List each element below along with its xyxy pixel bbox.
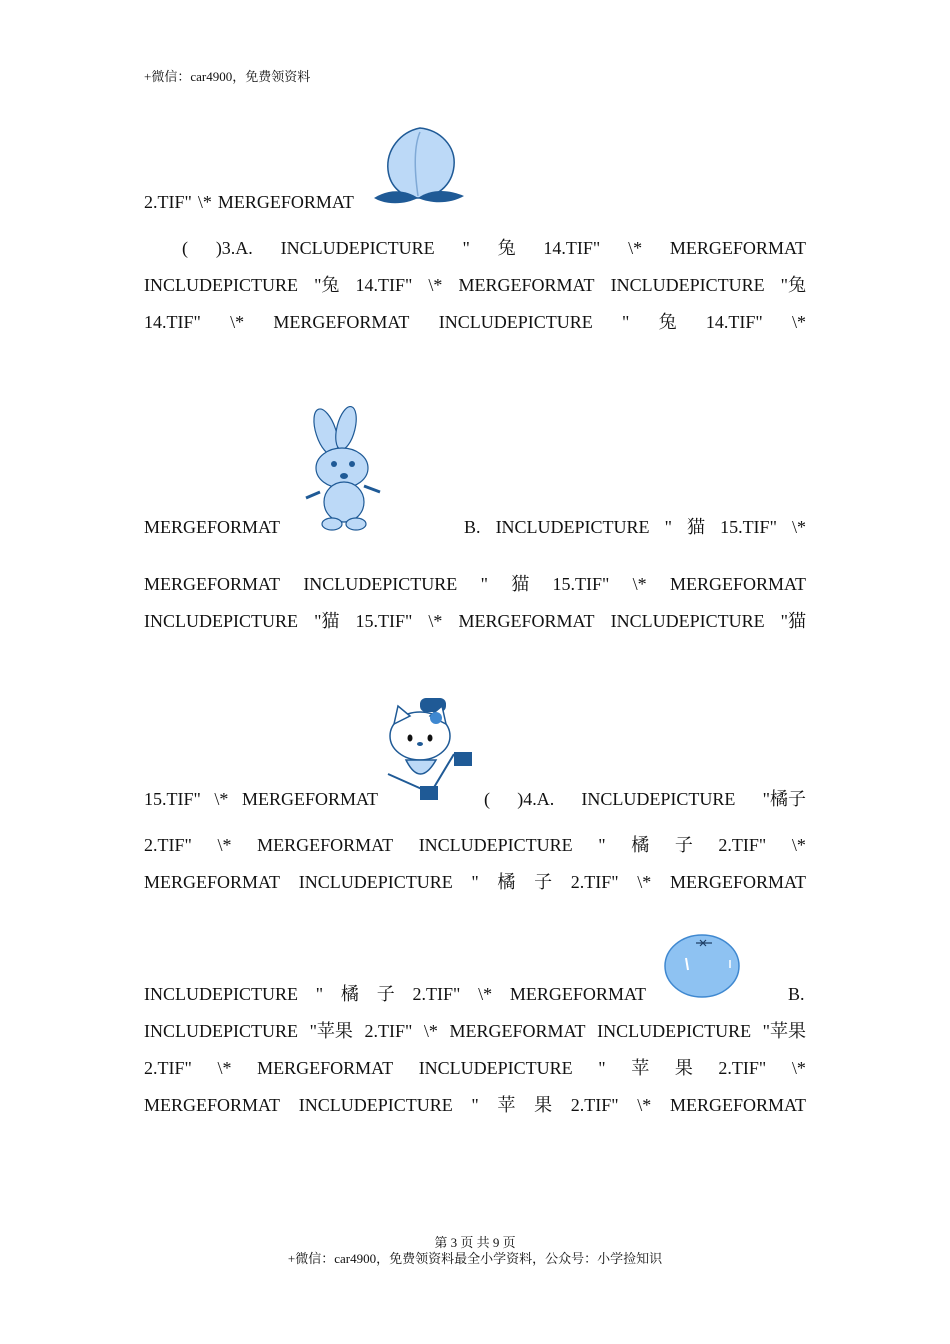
- text-token: MERGEFORMAT: [144, 872, 281, 892]
- header-note: +微信：car4900，免费领资料: [144, 69, 311, 84]
- text-token: ": [315, 984, 324, 1004]
- cat-image: [384, 694, 478, 806]
- text-line-13: [144, 1057, 806, 1079]
- text-token: MERGEFORMAT: [449, 1021, 586, 1041]
- text-token: MERGEFORMAT: [241, 789, 378, 809]
- text-token: 橘: [340, 984, 359, 1004]
- text-token: MERGEFORMAT: [257, 835, 394, 855]
- text-token: \*: [423, 1021, 438, 1041]
- text-line-6: [144, 573, 806, 595]
- text-token: 2.TIF": [718, 1058, 767, 1078]
- text-token: 2.TIF": [412, 984, 461, 1004]
- text-token: MERGEFORMAT: [257, 1058, 394, 1078]
- text-token: \*: [637, 1095, 652, 1115]
- text-token: ": [462, 238, 470, 258]
- text-token: INCLUDEPICTURE: [144, 611, 298, 631]
- text-line-7: [144, 610, 806, 632]
- text-token: ": [598, 835, 606, 855]
- text-token: \*: [628, 238, 643, 258]
- text-line-8b: [484, 788, 806, 810]
- text-token: MERGEFORMAT: [217, 192, 354, 212]
- text-token: 14.TIF": [543, 238, 601, 258]
- text-token: INCLUDEPICTURE: [495, 517, 650, 537]
- text-token: MERGEFORMAT: [509, 984, 646, 1004]
- text-token: INCLUDEPICTURE: [418, 1058, 573, 1078]
- text-token: INCLUDEPICTURE: [144, 275, 298, 295]
- text-token: ": [664, 517, 672, 537]
- text-token: MERGEFORMAT: [458, 275, 595, 295]
- text-token: 子: [674, 835, 693, 855]
- text-token: \*: [214, 789, 229, 809]
- text-token: \*: [791, 1058, 806, 1078]
- text-token: \*: [428, 275, 443, 295]
- text-token: 子: [376, 984, 395, 1004]
- text-token: "猫: [780, 611, 806, 631]
- text-token: INCLUDEPICTURE: [298, 1095, 453, 1115]
- text-line-10: [144, 871, 806, 893]
- rabbit-image: [300, 406, 388, 532]
- text-token: 2.TIF": [570, 1095, 619, 1115]
- text-line-5a: MERGEFORMAT: [144, 517, 281, 537]
- text-line-4: [144, 311, 806, 333]
- text-token: 子: [534, 872, 553, 892]
- text-line-12: [144, 1020, 806, 1042]
- text-token: 兔: [658, 312, 677, 332]
- text-token: \*: [478, 984, 493, 1004]
- text-token: 苹: [497, 1095, 516, 1115]
- text-token: MERGEFORMAT: [144, 1095, 281, 1115]
- text-token: \*: [217, 835, 232, 855]
- text-token: ": [480, 574, 488, 594]
- text-token: 14.TIF": [355, 275, 413, 295]
- text-token: ": [621, 312, 630, 332]
- text-token: "猫: [314, 611, 340, 631]
- text-token: ": [598, 1058, 606, 1078]
- text-token: \*: [217, 1058, 232, 1078]
- text-token: 15.TIF": [552, 574, 610, 594]
- text-token: \*: [197, 192, 212, 212]
- text-token: 2.TIF": [144, 835, 192, 855]
- text-token: \*: [791, 517, 806, 537]
- text-token: INCLUDEPICTURE: [303, 574, 458, 594]
- text-token: 猫: [511, 574, 530, 594]
- text-line-9: [144, 834, 806, 856]
- text-token: \*: [637, 872, 652, 892]
- text-line-8a: [144, 788, 378, 810]
- text-token: MERGEFORMAT: [669, 1095, 806, 1115]
- text-token: 2.TIF": [570, 872, 619, 892]
- text-token: INCLUDEPICTURE: [144, 1021, 298, 1041]
- text-token: (: [182, 238, 188, 258]
- text-token: INCLUDEPICTURE: [298, 872, 453, 892]
- text-token: "苹果: [309, 1021, 353, 1041]
- text-token: MERGEFORMAT: [273, 312, 410, 332]
- text-token: INCLUDEPICTURE: [438, 312, 593, 332]
- text-token: B.: [464, 517, 481, 537]
- peach-image: [370, 124, 468, 208]
- text-token: (: [484, 789, 490, 809]
- orange-image: [662, 928, 742, 1000]
- text-token: INCLUDEPICTURE: [597, 1021, 752, 1041]
- text-token: \*: [791, 312, 806, 332]
- text-token: 橘: [497, 872, 516, 892]
- text-token: 2.TIF": [144, 1058, 192, 1078]
- text-token: INCLUDEPICTURE: [610, 275, 765, 295]
- text-token: "兔: [314, 275, 340, 295]
- text-token: 橘: [631, 835, 650, 855]
- text-line-14: [144, 1094, 806, 1116]
- text-token: 14.TIF": [144, 312, 201, 332]
- text-token: MERGEFORMAT: [669, 238, 806, 258]
- text-token: "兔: [780, 275, 806, 295]
- text-token: \*: [230, 312, 245, 332]
- text-line-11b: B.: [788, 984, 805, 1004]
- footer-page-number: 第 3 页 共 9 页: [434, 1235, 516, 1250]
- text-token: \*: [791, 835, 806, 855]
- text-token: 猫: [687, 517, 706, 537]
- text-token: INCLUDEPICTURE: [144, 984, 298, 1004]
- text-token: 14.TIF": [705, 312, 763, 332]
- text-token: 兔: [497, 238, 516, 258]
- text-token: MERGEFORMAT: [458, 611, 595, 631]
- text-token: INCLUDEPICTURE: [418, 835, 573, 855]
- text-token: 15.TIF": [144, 789, 201, 809]
- text-line-2: [144, 237, 806, 259]
- text-line-5b: [464, 516, 806, 538]
- text-token: MERGEFORMAT: [669, 872, 806, 892]
- text-token: ": [471, 1095, 479, 1115]
- text-token: )4.A.: [517, 789, 555, 809]
- text-token: )3.A.: [215, 238, 253, 258]
- footer-note: +微信：car4900，免费领资料最全小学资料，公众号：小学捡知识: [287, 1251, 663, 1266]
- text-token: "苹果: [762, 1021, 806, 1041]
- text-token: ": [471, 872, 479, 892]
- text-line-3: [144, 274, 806, 296]
- text-token: INCLUDEPICTURE: [280, 238, 435, 258]
- text-token: INCLUDEPICTURE: [581, 789, 736, 809]
- text-token: 15.TIF": [720, 517, 777, 537]
- text-token: \*: [428, 611, 443, 631]
- text-token: 2.TIF": [718, 835, 767, 855]
- text-token: INCLUDEPICTURE: [610, 611, 765, 631]
- text-token: 15.TIF": [355, 611, 413, 631]
- text-token: 苹: [631, 1058, 650, 1078]
- text-token: 果: [674, 1058, 693, 1078]
- text-line-11a: [144, 983, 646, 1005]
- text-token: 2.TIF": [364, 1021, 413, 1041]
- text-token: MERGEFORMAT: [669, 574, 806, 594]
- text-token: MERGEFORMAT: [144, 574, 281, 594]
- text-token: 2.TIF": [144, 192, 192, 212]
- text-token: "橘子: [762, 789, 806, 809]
- text-token: \*: [632, 574, 647, 594]
- text-token: 果: [534, 1095, 553, 1115]
- text-line-1: [144, 191, 354, 213]
